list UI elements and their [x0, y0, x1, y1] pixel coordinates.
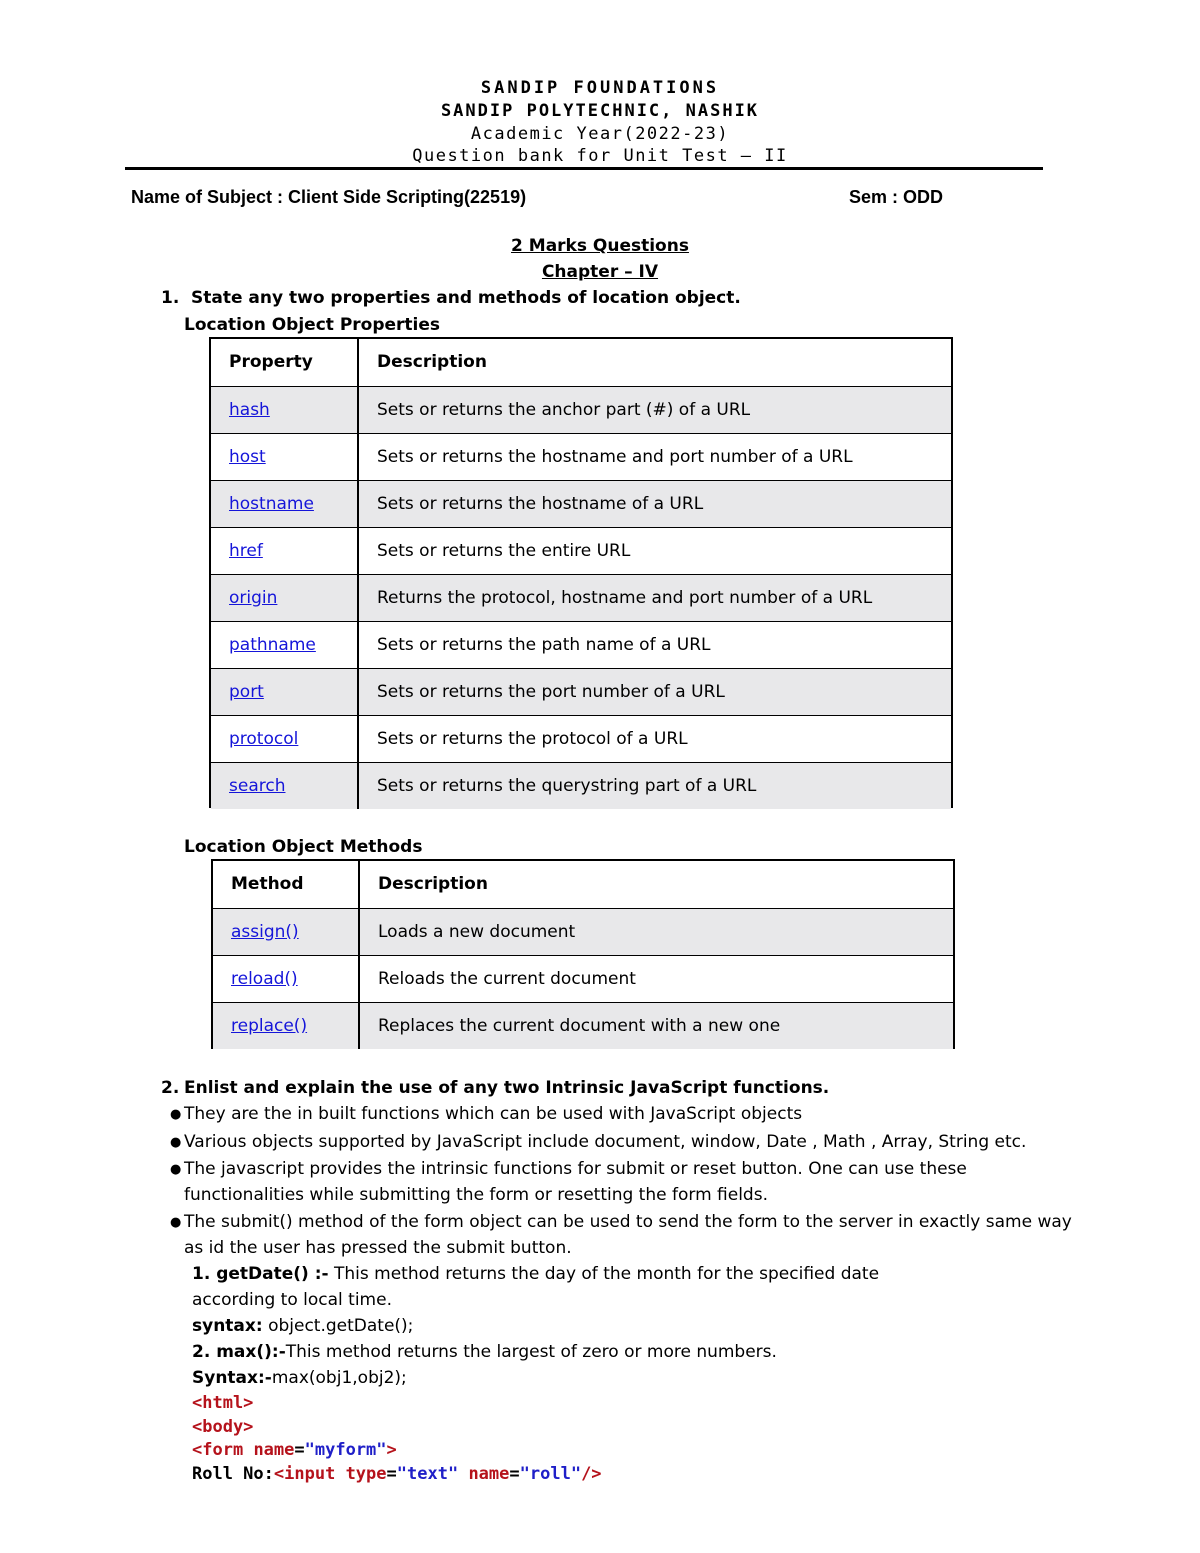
- subject-name: Name of Subject : Client Side Scripting(22519): [131, 187, 527, 207]
- table-cell: Sets or returns the entire URL: [377, 540, 631, 561]
- code-form-line: [192, 1440, 397, 1460]
- methods-heading: Location Object Methods: [184, 837, 423, 857]
- q2-number: 2.: [161, 1078, 180, 1098]
- syntax-label: Syntax:-: [192, 1368, 272, 1388]
- table-row: [213, 908, 953, 955]
- header-question-bank: Question bank for Unit Test – II: [412, 146, 788, 166]
- syntax-label: syntax:: [192, 1316, 263, 1336]
- properties-heading: Location Object Properties: [184, 315, 441, 335]
- function-syntax: [192, 1316, 413, 1336]
- table-cell: Sets or returns the anchor part (#) of a URL: [358, 386, 951, 433]
- table-cell: Replaces the current document with a new one: [359, 1002, 953, 1049]
- table-row: [211, 527, 951, 574]
- code-token: "roll": [519, 1464, 582, 1484]
- function-desc: This method returns the largest of zero or more numbers.: [285, 1342, 777, 1362]
- function-max: [192, 1342, 777, 1362]
- code-token: />: [581, 1464, 602, 1484]
- bullet-icon: ●: [170, 1215, 182, 1230]
- code-token: Roll No:: [192, 1464, 274, 1484]
- code-html-tag: <html>: [192, 1393, 254, 1413]
- column-header-property: Property: [211, 339, 358, 386]
- table-cell: Returns the protocol, hostname and port number of a URL: [358, 574, 951, 621]
- table-row: [211, 480, 951, 527]
- table-cell: Reloads the current document: [378, 968, 636, 989]
- property-link-hostname[interactable]: hostname: [229, 493, 314, 514]
- function-desc-continued: according to local time.: [192, 1290, 392, 1310]
- methods-table: [213, 861, 953, 1049]
- code-token: "myform": [304, 1440, 387, 1460]
- function-label: 1. getDate() :-: [192, 1264, 329, 1284]
- section-title: 2 Marks Questions: [511, 236, 689, 256]
- table-cell: Loads a new document: [359, 908, 953, 955]
- header-foundation: SANDIP FOUNDATIONS: [480, 78, 720, 98]
- code-token: =: [294, 1440, 305, 1460]
- table-header-row: [211, 339, 951, 386]
- table-row: [213, 1002, 953, 1049]
- code-token: "text": [396, 1464, 459, 1484]
- method-link-reload[interactable]: reload(): [231, 968, 298, 989]
- bullet-icon: ●: [170, 1107, 182, 1122]
- bullet-text: Various objects supported by JavaScript include document, window, Date , Math , Array, String etc.: [184, 1132, 1027, 1152]
- property-link-search[interactable]: search: [229, 775, 286, 796]
- header-institute: SANDIP POLYTECHNIC, NASHIK: [440, 101, 760, 121]
- property-link-host[interactable]: host: [229, 446, 266, 467]
- column-header-method: Method: [213, 861, 359, 908]
- property-link-href[interactable]: href: [229, 540, 263, 561]
- column-header-description: Description: [378, 874, 488, 895]
- code-token: <form: [192, 1440, 244, 1460]
- table-row: [211, 621, 951, 668]
- bullet-icon: ●: [170, 1135, 182, 1150]
- function-desc: This method returns the day of the month for the specified date: [328, 1264, 880, 1284]
- property-link-pathname[interactable]: pathname: [229, 634, 316, 655]
- table-row: [211, 715, 951, 762]
- header-divider: [125, 167, 1043, 170]
- property-link-origin[interactable]: origin: [229, 587, 278, 608]
- code-token: name: [253, 1440, 295, 1460]
- property-link-protocol[interactable]: protocol: [229, 728, 299, 749]
- code-token: <input: [273, 1464, 336, 1484]
- bullet-text-continued: as id the user has pressed the submit button.: [184, 1238, 572, 1258]
- table-row: [211, 574, 951, 621]
- table-row: [211, 433, 951, 480]
- properties-table: [211, 339, 951, 809]
- bullet-text-continued: functionalities while submitting the form or resetting the form fields.: [184, 1185, 768, 1205]
- code-input-line: Roll No:<input type="text" name="roll"/>: [192, 1464, 602, 1484]
- method-link-replace[interactable]: replace(): [231, 1015, 308, 1036]
- function-label: 2. max():-: [192, 1342, 286, 1362]
- header-academic-year: Academic Year(2022-23): [470, 124, 730, 144]
- bullet-text: The submit() method of the form object can be used to send the form to the server in exactly same way: [184, 1212, 1072, 1232]
- q2-text: Enlist and explain the use of any two Intrinsic JavaScript functions.: [184, 1078, 830, 1098]
- syntax-text: max(obj1,obj2);: [271, 1368, 407, 1388]
- code-token: type: [345, 1464, 387, 1484]
- bullet-text: They are the in built functions which can be used with JavaScript objects: [184, 1104, 803, 1124]
- table-row: [213, 955, 953, 1002]
- property-link-port[interactable]: port: [229, 681, 264, 702]
- q1-number: 1.: [161, 288, 180, 308]
- table-row: [211, 668, 951, 715]
- code-token: name: [468, 1464, 510, 1484]
- bullet-text: The javascript provides the intrinsic functions for submit or reset button. One can use these: [184, 1159, 967, 1179]
- table-header-row: [213, 861, 953, 908]
- q1-text: State any two properties and methods of location object.: [191, 288, 741, 308]
- table-row: [211, 386, 951, 433]
- table-cell: Sets or returns the querystring part of a URL: [358, 762, 951, 809]
- table-cell: Sets or returns the hostname of a URL: [358, 480, 951, 527]
- column-header-description: Description: [377, 352, 487, 373]
- property-link-hash[interactable]: hash: [229, 399, 270, 420]
- chapter-title: Chapter – IV: [541, 262, 659, 282]
- code-token: >: [386, 1440, 397, 1460]
- semester: Sem : ODD: [849, 187, 944, 207]
- function-syntax: [192, 1368, 407, 1388]
- table-cell: Sets or returns the protocol of a URL: [377, 728, 688, 749]
- table-cell: Sets or returns the hostname and port number of a URL: [377, 446, 853, 467]
- table-row: [211, 762, 951, 809]
- method-link-assign[interactable]: assign(): [231, 921, 299, 942]
- code-body-tag: <body>: [192, 1417, 254, 1437]
- table-cell: Sets or returns the port number of a URL: [358, 668, 951, 715]
- function-getdate: [192, 1264, 879, 1284]
- table-cell: Sets or returns the path name of a URL: [377, 634, 711, 655]
- syntax-text: object.getDate();: [262, 1316, 414, 1336]
- bullet-icon: ●: [170, 1162, 182, 1177]
